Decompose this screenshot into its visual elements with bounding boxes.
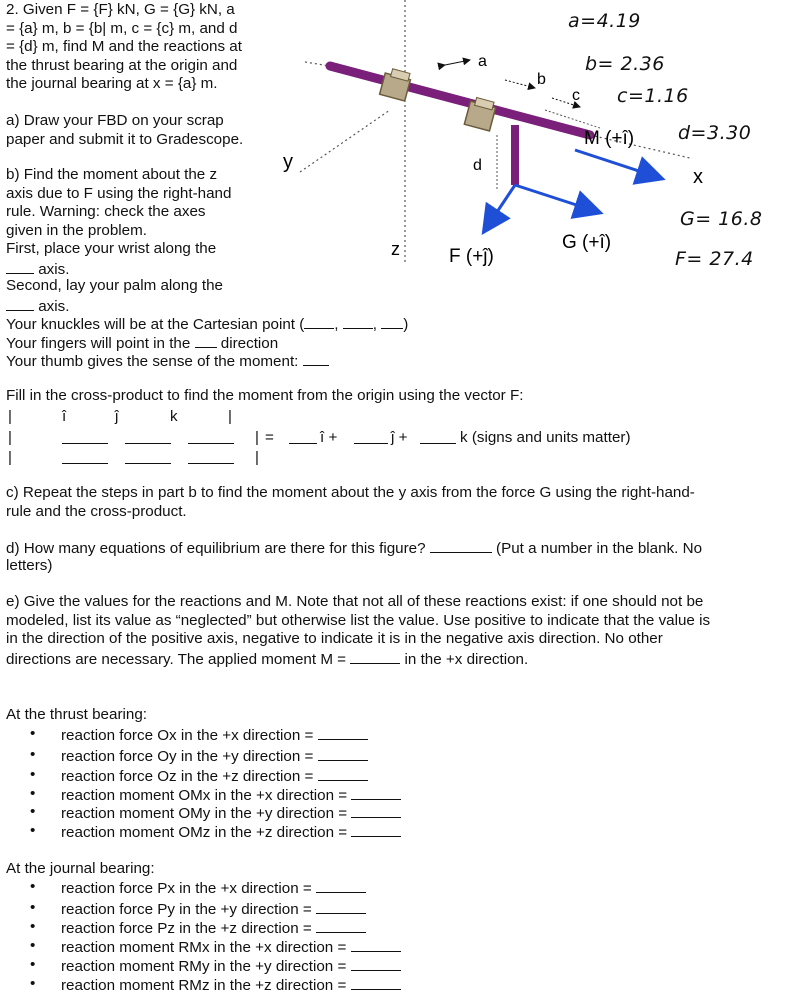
cross-j-result[interactable]	[354, 429, 388, 444]
force-F-arrow	[485, 185, 515, 230]
cross-row2-col3[interactable]	[188, 429, 234, 444]
handwritten-a: a=4.19	[568, 10, 641, 32]
cross-row3-col3[interactable]	[188, 449, 234, 464]
thumb-sense-blank[interactable]	[303, 351, 329, 366]
thrust-heading: At the thrust bearing:	[6, 706, 147, 723]
wrist-axis-blank[interactable]	[6, 259, 34, 274]
label-z: z	[391, 239, 400, 259]
handwritten-d: d=3.30	[678, 122, 752, 144]
shaft	[330, 66, 590, 135]
label-a: a	[478, 53, 487, 70]
handwritten-F: F= 27.4	[675, 248, 754, 270]
Px-blank[interactable]	[316, 878, 366, 893]
label-M: M (+î)	[584, 128, 635, 149]
label-G: G (+î)	[562, 232, 612, 253]
cross-row3-col1[interactable]	[62, 449, 108, 464]
cross-intro: Fill in the cross-product to find the moment from the origin using the vector F:	[6, 387, 524, 404]
OMz-blank[interactable]	[351, 822, 401, 837]
thrust-bearing	[380, 69, 411, 101]
RMy-blank[interactable]	[351, 956, 401, 971]
Oz-blank[interactable]	[318, 766, 368, 781]
part-c: c) Repeat the steps in part b to find the moment about the y axis from the force G using the right-hand- rule and the cross-product.	[6, 484, 695, 520]
cross-i-result[interactable]	[289, 429, 317, 444]
journal-heading: At the journal bearing:	[6, 860, 155, 877]
knuckles-y-blank[interactable]	[343, 314, 373, 329]
RMx-blank[interactable]	[351, 937, 401, 952]
label-b: b	[537, 71, 546, 88]
RMz-blank[interactable]	[351, 975, 401, 990]
part-d: d) How many equations of equilibrium are there for this figure? (Put a number in the blank. No letters)	[6, 540, 703, 574]
cross-row3-col2[interactable]	[125, 449, 171, 464]
equations-count-blank[interactable]	[430, 538, 492, 553]
cross-row2-col2[interactable]	[125, 429, 171, 444]
dim-a	[445, 60, 470, 65]
knuckles-x-blank[interactable]	[304, 314, 334, 329]
palm-axis-blank[interactable]	[6, 296, 34, 311]
y-axis-dotted	[300, 110, 390, 172]
cross-row2-col1[interactable]	[62, 429, 108, 444]
force-G-arrow	[515, 185, 598, 212]
OMx-blank[interactable]	[351, 785, 401, 800]
Pz-blank[interactable]	[316, 918, 366, 933]
label-c: c	[572, 87, 580, 104]
label-x: x	[693, 166, 703, 188]
moment-M-arrow	[575, 150, 660, 178]
knuckles-z-blank[interactable]	[381, 314, 403, 329]
problem-intro: 2. Given F = {F} kN, G = {G} kN, a = {a} m, b = {b| m, c = {c} m, and d = {d} m, find M and the reactions at the thrust bearing at the origin and the journal bearing at x = {a} m.	[6, 1, 242, 92]
cross-k-result[interactable]	[420, 429, 456, 444]
dim-b	[505, 80, 535, 88]
Ox-blank[interactable]	[318, 725, 368, 740]
handwritten-G: G= 16.8	[680, 208, 763, 230]
Oy-blank[interactable]	[318, 746, 368, 761]
label-d: d	[473, 157, 482, 174]
fingers-direction-blank[interactable]	[195, 333, 217, 348]
label-y: y	[283, 151, 293, 173]
applied-moment-blank[interactable]	[350, 649, 400, 664]
handwritten-b: b= 2.36	[585, 53, 665, 75]
part-a: a) Draw your FBD on your scrap paper and submit it to Gradescope.	[6, 112, 244, 148]
part-b: b) Find the moment about the z axis due to F using the right-hand rule. Warning: check the axes given in the problem. First, place your wrist along the axis. Second, lay your palm along the axis. Your knuckles will be at the Cartesian point ( , , ) Your fingers will point in the direction Your thumb gives the sense of the moment:	[6, 166, 409, 370]
OMy-blank[interactable]	[351, 803, 401, 818]
handwritten-c: c=1.16	[617, 85, 689, 107]
label-F: F (+ĵ)	[449, 246, 494, 267]
part-e: e) Give the values for the reactions and M. Note that not all of these reactions exist: if one should not be modeled, list its value as “neglected” but otherwise list the value. Use positive to indicate that the value is in the direction of the positive axis, negative to indicate it is in the negative axis direction. No other directions are necessary. The applied moment M = in the +x direction.	[6, 593, 711, 668]
Py-blank[interactable]	[316, 899, 366, 914]
